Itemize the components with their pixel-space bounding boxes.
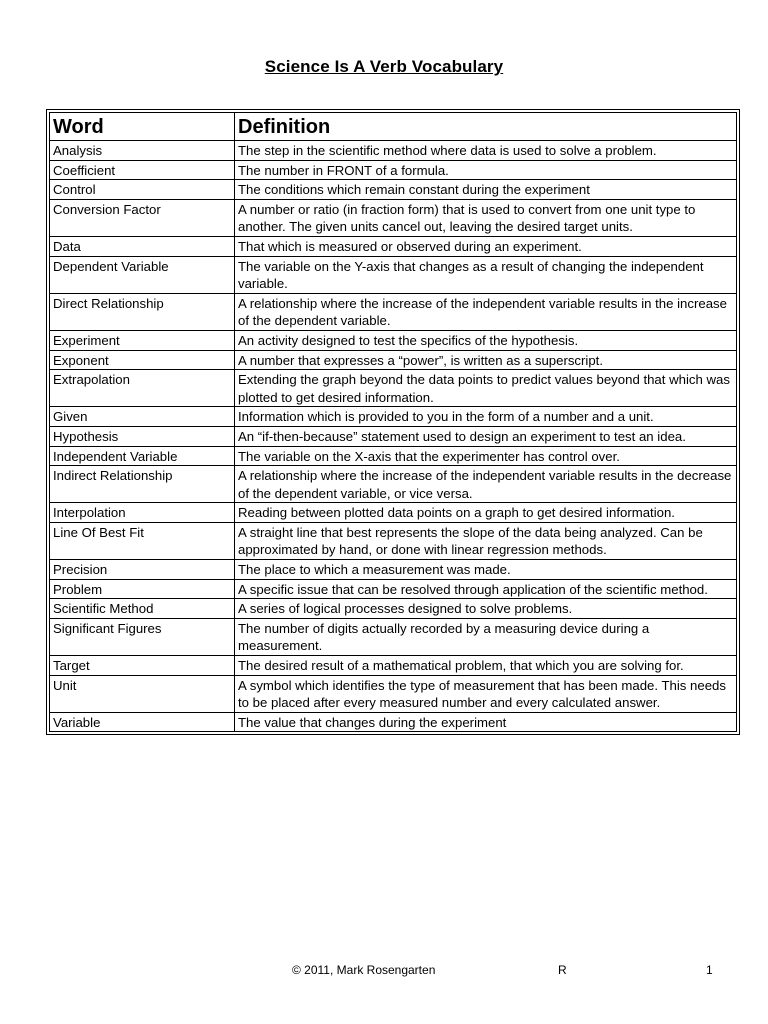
vocab-definition-cell: The conditions which remain constant during the experiment [235,180,737,200]
vocab-definition-cell: The step in the scientific method where data is used to solve a problem. [235,141,737,161]
vocab-word-cell: Conversion Factor [50,199,235,236]
vocab-word-cell: Independent Variable [50,446,235,466]
vocab-definition-cell: The variable on the Y-axis that changes as a result of changing the independent variable. [235,256,737,293]
vocab-definition-cell: A relationship where the increase of the independent variable results in the decrease of the dependent variable, or vice versa. [235,466,737,503]
table-row [50,579,737,599]
table-row [50,370,737,407]
vocab-definition-cell: A symbol which identifies the type of measurement that has been made. This needs to be placed after every measured number and every calculated answer. [235,675,737,712]
table-row [50,426,737,446]
table-row [50,675,737,712]
table-row [50,599,737,619]
table-row [50,522,737,559]
footer-page-number: 1 [706,963,713,977]
vocabulary-table-frame [46,109,740,735]
vocab-definition-cell: A straight line that best represents the slope of the data being analyzed. Can be approximated by hand, or done with linear regression methods. [235,522,737,559]
vocab-word-cell: Problem [50,579,235,599]
vocab-word-cell: Unit [50,675,235,712]
vocabulary-table [49,112,737,732]
table-row [50,141,737,161]
vocab-definition-cell: The variable on the X-axis that the experimenter has control over. [235,446,737,466]
vocab-definition-cell: That which is measured or observed during an experiment. [235,236,737,256]
vocab-word-cell: Coefficient [50,160,235,180]
table-header-row [50,113,737,141]
vocab-definition-cell: The value that changes during the experiment [235,712,737,732]
vocab-word-cell: Direct Relationship [50,293,235,330]
vocab-word-cell: Data [50,236,235,256]
vocab-word-cell: Exponent [50,350,235,370]
table-row [50,180,737,200]
page-title: Science Is A Verb Vocabulary [264,57,504,76]
footer-revision: R [558,963,567,977]
table-row [50,446,737,466]
vocab-word-cell: Interpolation [50,503,235,523]
vocab-word-cell: Variable [50,712,235,732]
table-row [50,330,737,350]
vocab-definition-cell: Information which is provided to you in the form of a number and a unit. [235,407,737,427]
vocab-word-cell: Line Of Best Fit [50,522,235,559]
page-footer [0,963,768,979]
vocab-word-cell: Given [50,407,235,427]
vocab-definition-cell: An “if-then-because” statement used to design an experiment to test an idea. [235,426,737,446]
vocab-word-cell: Precision [50,560,235,580]
table-row [50,712,737,732]
table-row [50,350,737,370]
vocab-definition-cell: An activity designed to test the specifics of the hypothesis. [235,330,737,350]
vocab-word-cell: Hypothesis [50,426,235,446]
vocab-definition-cell: The place to which a measurement was made. [235,560,737,580]
column-header-word: Word [50,113,235,141]
vocab-word-cell: Extrapolation [50,370,235,407]
vocab-definition-cell: A series of logical processes designed to solve problems. [235,599,737,619]
vocab-definition-cell: A relationship where the increase of the independent variable results in the increase of the dependent variable. [235,293,737,330]
vocab-word-cell: Indirect Relationship [50,466,235,503]
table-row [50,618,737,655]
table-row [50,160,737,180]
vocab-word-cell: Scientific Method [50,599,235,619]
table-body [50,141,737,732]
column-header-definition: Definition [235,113,737,141]
table-row [50,656,737,676]
table-row [50,560,737,580]
table-row [50,236,737,256]
vocab-definition-cell: A number that expresses a “power”, is written as a superscript. [235,350,737,370]
vocab-definition-cell: The number in FRONT of a formula. [235,160,737,180]
table-row [50,466,737,503]
vocab-word-cell: Experiment [50,330,235,350]
table-row [50,407,737,427]
table-row [50,293,737,330]
vocab-definition-cell: Extending the graph beyond the data points to predict values beyond that which was plotted to get desired information. [235,370,737,407]
vocab-word-cell: Control [50,180,235,200]
vocab-definition-cell: The number of digits actually recorded by a measuring device during a measurement. [235,618,737,655]
footer-copyright: © 2011, Mark Rosengarten [292,963,436,977]
table-row [50,256,737,293]
vocab-definition-cell: The desired result of a mathematical problem, that which you are solving for. [235,656,737,676]
vocab-word-cell: Analysis [50,141,235,161]
vocab-word-cell: Significant Figures [50,618,235,655]
vocab-definition-cell: Reading between plotted data points on a graph to get desired information. [235,503,737,523]
vocab-word-cell: Target [50,656,235,676]
table-row [50,503,737,523]
vocab-word-cell: Dependent Variable [50,256,235,293]
vocab-definition-cell: A number or ratio (in fraction form) that is used to convert from one unit type to another. The given units cancel out, leaving the desired target units. [235,199,737,236]
table-row [50,199,737,236]
vocab-definition-cell: A specific issue that can be resolved through application of the scientific method. [235,579,737,599]
